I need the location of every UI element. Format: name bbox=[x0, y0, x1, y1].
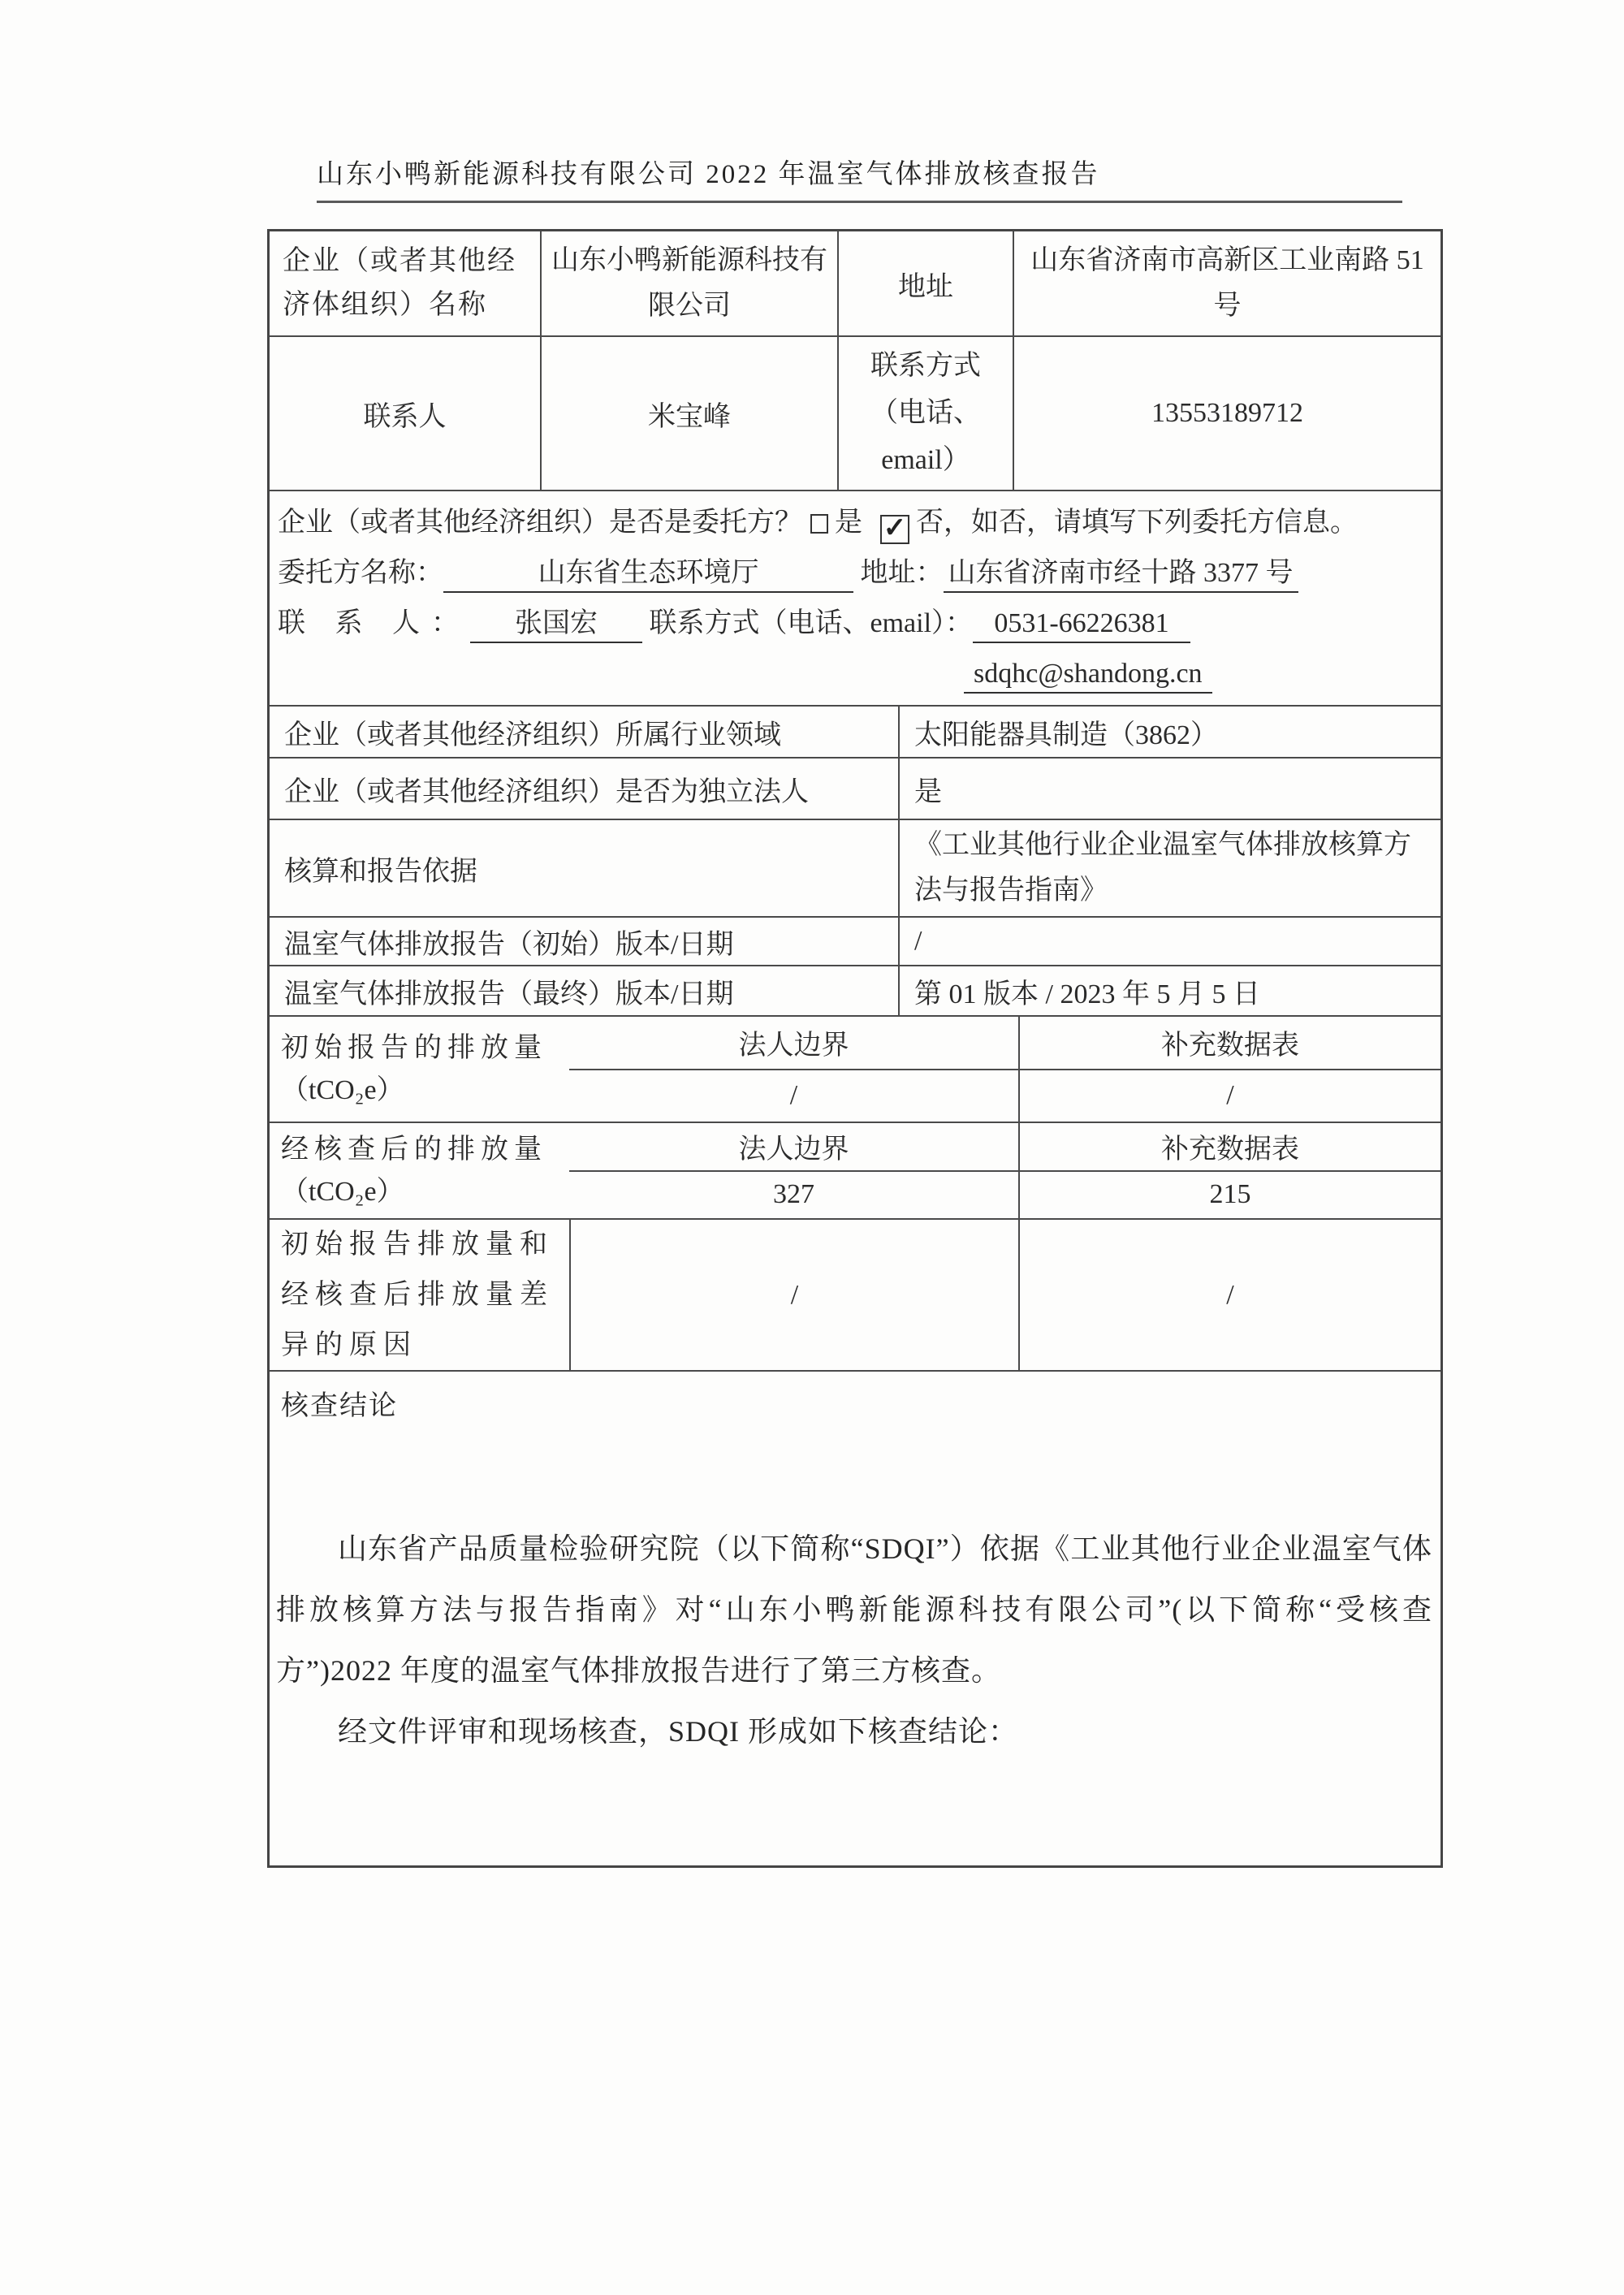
table-row-difference-reason bbox=[270, 1218, 1440, 1370]
verified-boundary-value: 327 bbox=[773, 1179, 814, 1210]
verification-summary-table bbox=[267, 229, 1443, 1868]
legal-entity-label: 企业（或者其他经济组织）是否为独立法人 bbox=[284, 776, 809, 807]
conclusion-paragraph-1: 山东省产品质量检验研究院（以下简称“SDQI”）依据《工业其他行业企业温室气体排放核算方法与报告指南》对“山东小鸭新能源科技有限公司”(以下简称“受核查方”)2022 年度的温室气体排放报告进行了第三方核查。 bbox=[276, 1532, 1432, 1687]
client-info-cell bbox=[270, 491, 1440, 705]
difference-supplement-value: / bbox=[1018, 1220, 1440, 1370]
client-email-value: sdqhc@shandong.cn bbox=[964, 656, 1212, 694]
client-person-line bbox=[278, 599, 1432, 649]
header-divider bbox=[317, 201, 1402, 203]
initial-emissions-label: 初始报告的排放量 bbox=[281, 1032, 547, 1063]
page-title: 山东小鸭新能源科技有限公司 2022 年温室气体排放核查报告 bbox=[317, 160, 1100, 189]
address-label: 地址 bbox=[837, 231, 1013, 335]
initial-emissions-value-row bbox=[569, 1070, 1440, 1122]
client-method-label: 联系方式（电话、email）： bbox=[649, 608, 974, 638]
table-row-basis bbox=[270, 819, 1440, 916]
verified-supplement-header: 补充数据表 bbox=[1018, 1123, 1440, 1170]
table-row-legal-entity bbox=[270, 757, 1440, 819]
conclusion-body bbox=[270, 1519, 1440, 1762]
final-version-label: 温室气体排放报告（最终）版本/日期 bbox=[284, 979, 734, 1009]
verified-emissions-label: 经核查后的排放量 bbox=[281, 1134, 547, 1165]
table-row-conclusion bbox=[270, 1370, 1440, 1865]
verified-supplement-value: 215 bbox=[1018, 1172, 1440, 1219]
initial-version-value: / bbox=[898, 918, 1440, 965]
client-phone-value: 0531-66226381 bbox=[973, 606, 1190, 643]
client-person-value: 张国宏 bbox=[470, 606, 642, 643]
client-yes-label: 是 bbox=[835, 508, 862, 538]
verified-emissions-value-row bbox=[569, 1172, 1440, 1219]
difference-label-line1: 初始报告排放量和 bbox=[281, 1229, 554, 1260]
table-row-industry bbox=[270, 705, 1440, 757]
contact-label: 联系人 bbox=[363, 401, 447, 432]
client-address-value: 山东省济南市经十路 3377 号 bbox=[944, 555, 1298, 593]
conclusion-label: 核查结论 bbox=[281, 1391, 398, 1421]
client-address-label: 地址： bbox=[860, 558, 944, 588]
verified-emissions-label-cell bbox=[270, 1123, 569, 1218]
difference-boundary-value: / bbox=[569, 1220, 1018, 1370]
initial-supplement-value: / bbox=[1018, 1070, 1440, 1122]
contact-method-value: 13553189712 bbox=[1013, 337, 1440, 490]
contact-method-label: 联系方式（电话、email） bbox=[837, 337, 1013, 490]
supplement-header: 补充数据表 bbox=[1018, 1017, 1440, 1069]
industry-value: 太阳能器具制造（3862） bbox=[898, 707, 1440, 757]
client-person-label: 联 系 人： bbox=[278, 608, 470, 638]
basis-value: 《工业其他行业企业温室气体排放核算方法与报告指南》 bbox=[898, 820, 1440, 916]
table-row-client-info bbox=[270, 490, 1440, 705]
verified-emissions-values bbox=[569, 1123, 1440, 1218]
table-row-initial-emissions bbox=[270, 1015, 1440, 1122]
industry-label: 企业（或者其他经济组织）所属行业领域 bbox=[284, 720, 781, 750]
client-question-line bbox=[278, 498, 1432, 548]
initial-version-label: 温室气体排放报告（初始）版本/日期 bbox=[284, 929, 734, 960]
company-name-label: 企业（或者其他经济体组织）名称 bbox=[283, 246, 516, 320]
initial-emissions-header-row bbox=[569, 1017, 1440, 1070]
table-row-final-version bbox=[270, 965, 1440, 1015]
boundary-header: 法人边界 bbox=[738, 1031, 849, 1061]
client-no-label: 否 bbox=[916, 508, 944, 538]
table-row-verified-emissions bbox=[270, 1122, 1440, 1218]
verified-boundary-header: 法人边界 bbox=[738, 1135, 849, 1165]
initial-boundary-value: / bbox=[789, 1080, 798, 1111]
company-name-value: 山东小鸭新能源科技有限公司 bbox=[540, 231, 837, 335]
client-name-line bbox=[278, 548, 1432, 599]
client-name-label: 委托方名称： bbox=[278, 558, 443, 588]
initial-emissions-label-cell bbox=[270, 1017, 569, 1122]
difference-label-cell bbox=[270, 1220, 569, 1370]
client-name-value: 山东省生态环境厅 bbox=[443, 555, 853, 593]
difference-label-line3: 异的原因 bbox=[281, 1329, 417, 1360]
table-row-initial-version bbox=[270, 916, 1440, 965]
check-icon: ✓ bbox=[883, 513, 907, 543]
difference-label bbox=[270, 1220, 562, 1371]
client-question-suffix: ，如否，请填写下列委托方信息。 bbox=[944, 508, 1358, 538]
verified-emissions-header-row bbox=[569, 1123, 1440, 1172]
initial-emissions-values bbox=[569, 1017, 1440, 1122]
page-header bbox=[317, 153, 1405, 203]
conclusion-paragraph-2: 经文件评审和现场核查，SDQI 形成如下核查结论： bbox=[338, 1715, 1019, 1748]
address-value: 山东省济南市高新区工业南路 51 号 bbox=[1013, 231, 1440, 335]
contact-value: 米宝峰 bbox=[540, 337, 837, 490]
final-version-value: 第 01 版本 / 2023 年 5 月 5 日 bbox=[898, 966, 1440, 1015]
basis-label: 核算和报告依据 bbox=[284, 856, 477, 887]
checkbox-checked-icon bbox=[880, 515, 909, 544]
checkbox-unchecked-icon bbox=[810, 514, 828, 534]
legal-entity-value: 是 bbox=[898, 759, 1440, 819]
difference-label-line2: 经核查后排放量差 bbox=[281, 1279, 554, 1310]
table-row-company bbox=[270, 231, 1440, 335]
initial-emissions-unit: （tCO₂e） bbox=[281, 1074, 404, 1105]
table-row-contact bbox=[270, 335, 1440, 490]
verified-emissions-unit: （tCO₂e） bbox=[281, 1176, 404, 1207]
client-email-line bbox=[278, 649, 1432, 699]
client-question-prefix: 企业（或者其他经济组织）是否是委托方？ bbox=[278, 508, 802, 538]
